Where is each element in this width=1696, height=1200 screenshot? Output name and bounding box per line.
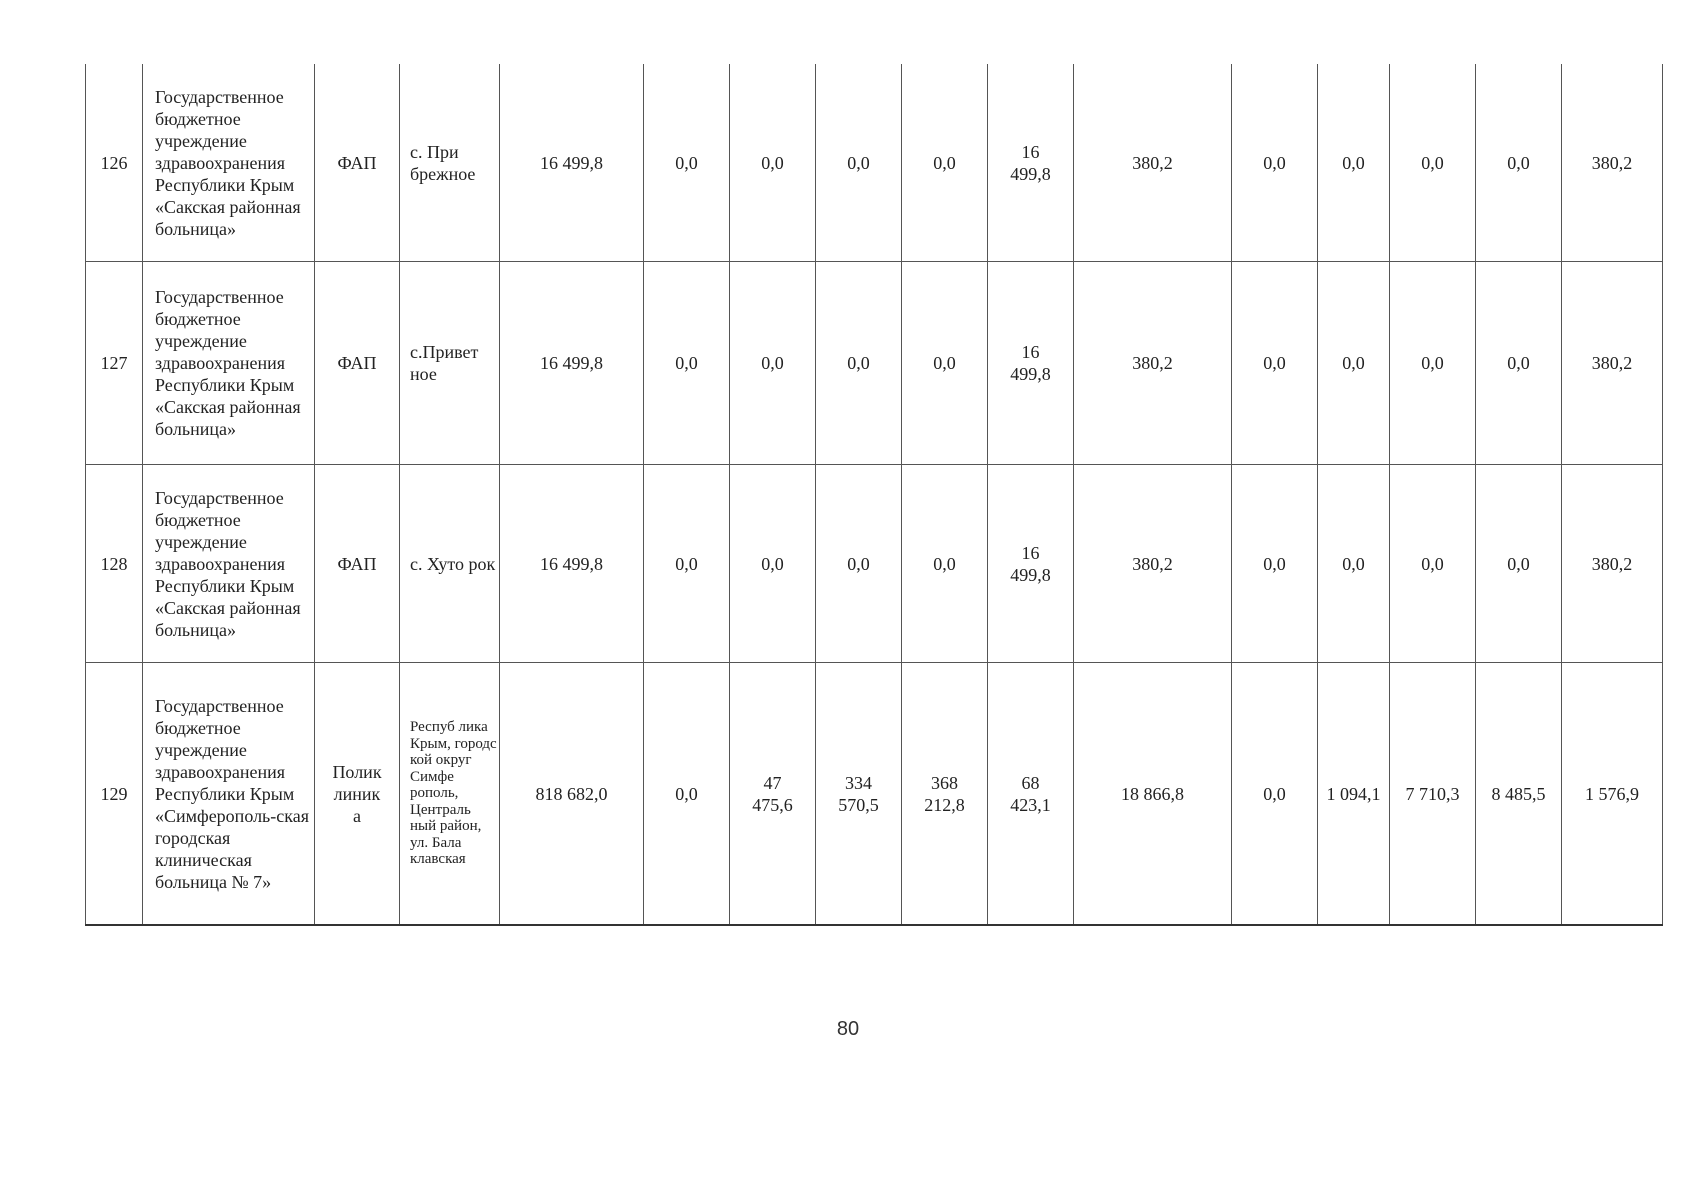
value-cell-4: 0,0 <box>816 64 902 262</box>
funding-table <box>85 64 1663 926</box>
value-cell-1: 818 682,0 <box>500 663 644 926</box>
value-cell-2: 0,0 <box>644 262 730 465</box>
value-cell-3: 0,0 <box>730 64 816 262</box>
facility-location: с. Хуто рок <box>400 465 500 663</box>
value-cell-9: 0,0 <box>1318 64 1390 262</box>
value-cell-6 <box>988 262 1074 465</box>
value-cell-12: 380,2 <box>1562 64 1663 262</box>
value-cell-11: 0,0 <box>1476 465 1562 663</box>
value-cell-12: 380,2 <box>1562 465 1663 663</box>
value-cell-6-text: 16 499,8 <box>1010 542 1051 585</box>
table-row <box>86 262 1663 465</box>
value-cell-3-text: 47 475,6 <box>752 772 793 815</box>
table-row <box>86 465 1663 663</box>
row-number: 126 <box>86 64 143 262</box>
value-cell-10: 0,0 <box>1390 64 1476 262</box>
value-cell-12: 1 576,9 <box>1562 663 1663 926</box>
value-cell-11: 0,0 <box>1476 64 1562 262</box>
table-row <box>86 64 1663 262</box>
value-cell-5-text: 368 212,8 <box>924 772 965 815</box>
organization-name: Государственное бюджетное учреждение здравоохранения Республики Крым «Сакская районная больница» <box>143 465 315 663</box>
value-cell-3: 0,0 <box>730 465 816 663</box>
value-cell-10: 0,0 <box>1390 465 1476 663</box>
value-cell-3: 0,0 <box>730 262 816 465</box>
facility-type: ФАП <box>315 64 400 262</box>
value-cell-11: 8 485,5 <box>1476 663 1562 926</box>
row-number: 129 <box>86 663 143 926</box>
organization-name: Государственное бюджетное учреждение здравоохранения Республики Крым «Сакская районная больница» <box>143 262 315 465</box>
value-cell-6 <box>988 64 1074 262</box>
organization-name: Государственное бюджетное учреждение здравоохранения Республики Крым «Сакская районная больница» <box>143 64 315 262</box>
value-cell-2: 0,0 <box>644 465 730 663</box>
value-cell-5: 0,0 <box>902 465 988 663</box>
value-cell-8: 0,0 <box>1232 465 1318 663</box>
value-cell-4 <box>816 663 902 926</box>
value-cell-4-text: 334 570,5 <box>838 772 879 815</box>
value-cell-7: 380,2 <box>1074 262 1232 465</box>
value-cell-1: 16 499,8 <box>500 465 644 663</box>
facility-location: с. При брежное <box>400 64 500 262</box>
value-cell-8: 0,0 <box>1232 663 1318 926</box>
facility-type: ФАП <box>315 465 400 663</box>
value-cell-12: 380,2 <box>1562 262 1663 465</box>
value-cell-6-text: 68 423,1 <box>1010 772 1051 815</box>
value-cell-1: 16 499,8 <box>500 64 644 262</box>
value-cell-4: 0,0 <box>816 262 902 465</box>
value-cell-8: 0,0 <box>1232 262 1318 465</box>
value-cell-9: 0,0 <box>1318 465 1390 663</box>
value-cell-6-text: 16 499,8 <box>1010 141 1051 184</box>
value-cell-6 <box>988 663 1074 926</box>
value-cell-9-text: 1 094,1 <box>1326 783 1381 804</box>
value-cell-2: 0,0 <box>644 663 730 926</box>
value-cell-5: 0,0 <box>902 262 988 465</box>
value-cell-5 <box>902 663 988 926</box>
value-cell-10: 0,0 <box>1390 262 1476 465</box>
facility-location: Респуб лика Крым, городс кой округ Симфе рополь, Централь ный район, ул. Бала клавская <box>400 663 500 926</box>
value-cell-7: 380,2 <box>1074 465 1232 663</box>
organization-name: Государственное бюджетное учреждение здравоохранения Республики Крым «Симферополь-ская городская клиническая больница № 7» <box>143 663 315 926</box>
facility-type <box>315 663 400 926</box>
facility-location: с.Привет ное <box>400 262 500 465</box>
value-cell-9: 0,0 <box>1318 262 1390 465</box>
value-cell-10: 7 710,3 <box>1390 663 1476 926</box>
page-number: 80 <box>836 1018 860 1040</box>
value-cell-3 <box>730 663 816 926</box>
value-cell-5: 0,0 <box>902 64 988 262</box>
value-cell-6 <box>988 465 1074 663</box>
value-cell-9 <box>1318 663 1390 926</box>
facility-type: ФАП <box>315 262 400 465</box>
value-cell-2: 0,0 <box>644 64 730 262</box>
facility-type-text: Полик линика <box>332 761 382 826</box>
value-cell-4: 0,0 <box>816 465 902 663</box>
row-number: 128 <box>86 465 143 663</box>
value-cell-7: 380,2 <box>1074 64 1232 262</box>
value-cell-1: 16 499,8 <box>500 262 644 465</box>
table-row <box>86 663 1663 926</box>
value-cell-6-text: 16 499,8 <box>1010 342 1051 384</box>
value-cell-7: 18 866,8 <box>1074 663 1232 926</box>
row-number: 127 <box>86 262 143 465</box>
value-cell-11: 0,0 <box>1476 262 1562 465</box>
document-sheet <box>85 64 1662 926</box>
value-cell-8: 0,0 <box>1232 64 1318 262</box>
